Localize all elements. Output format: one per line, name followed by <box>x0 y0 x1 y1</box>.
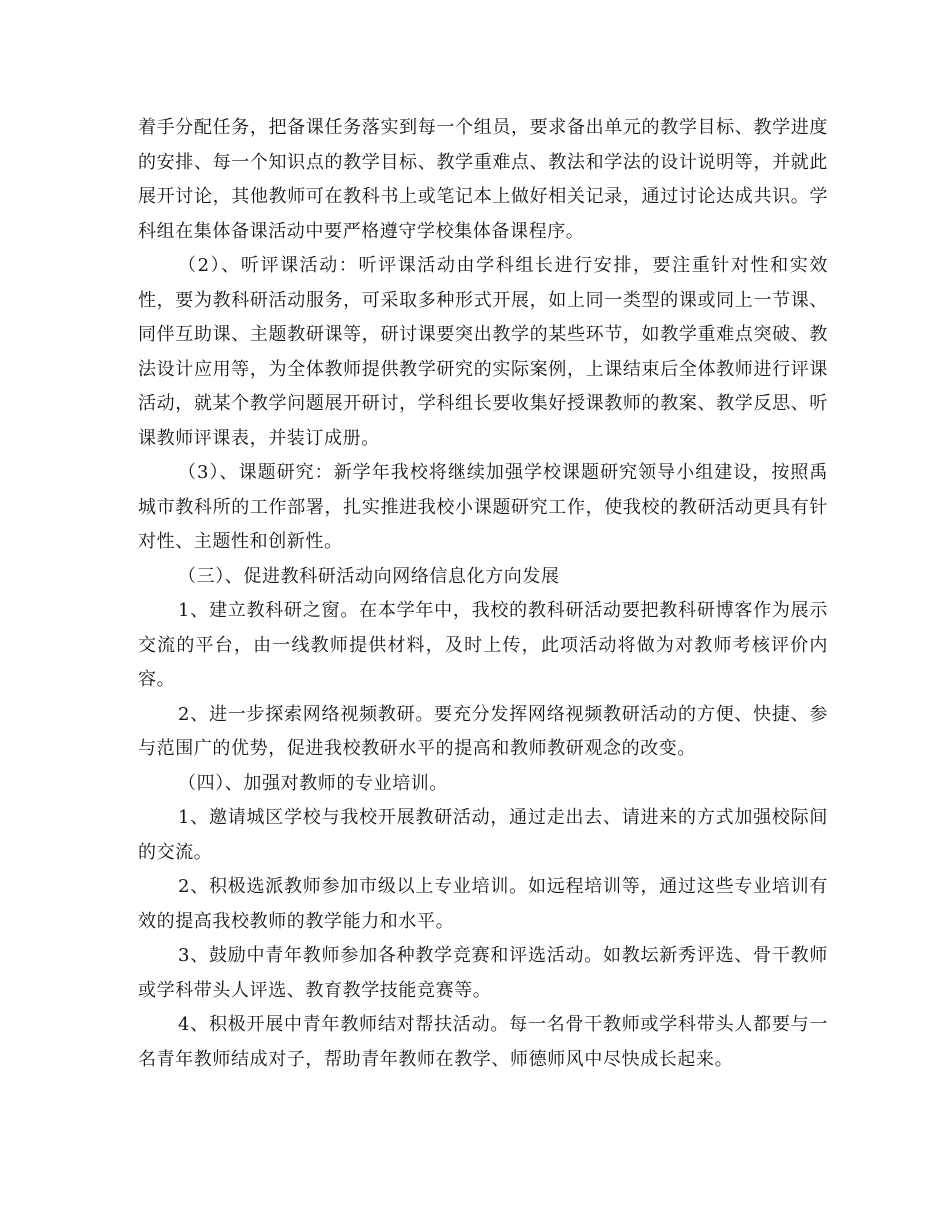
paragraph-select-teachers: 2、积极选派教师参加市级以上专业培训。如远程培训等，通过这些专业培训有效的提高我校教师的教学能力和水平。 <box>138 876 828 932</box>
paragraph-mentoring: 4、积极开展中青年教师结对帮扶活动。每一名骨干教师或学科带头人都要与一名青年教师结成对子，帮助青年教师在教学、师德师风中尽快成长起来。 <box>138 1014 828 1070</box>
paragraph-research-window: 1、建立教科研之窗。在本学年中，我校的教科研活动要把教科研博客作为展示交流的平台，由一线教师提供材料，及时上传，此项活动将做为对教师考核评价内容。 <box>138 600 828 690</box>
paragraph-invite-schools: 1、邀请城区学校与我校开展教研活动，通过走出去、请进来的方式加强校际间的交流。 <box>138 807 828 863</box>
paragraph-encourage-competitions: 3、鼓励中青年教师参加各种教学竞赛和评选活动。如教坛新秀评选、骨干教师或学科带头人评选、教育教学技能竞赛等。 <box>138 945 828 1001</box>
section-heading-training: （四）、加强对教师的专业培训。 <box>178 772 448 794</box>
paragraph-topic-research: （3）、课题研究：新学年我校将继续加强学校课题研究领导小组建设，按照禹城市教科所的工作部署，扎实推进我校小课题研究工作，使我校的教研活动更具有针对性、主题性和创新性。 <box>138 462 828 552</box>
document-body <box>138 111 828 1077</box>
paragraph-video-research: 2、进一步探索网络视频教研。要充分发挥网络视频教研活动的方便、快捷、参与范围广的优势，促进我校教研水平的提高和教师教研观念的改变。 <box>138 703 828 759</box>
paragraph-lesson-observation: （2）、听评课活动：听评课活动由学科组长进行安排，要注重针对性和实效性，要为教科研活动服务，可采取多种形式开展，如上同一类型的课或同上一节课、同伴互助课、主题教研课等，研讨课要突出教学的某些环节，如教学重难点突破、教法设计应用等，为全体教师提供教学研究的实际案例，上课结束后全体教师进行评课活动，就某个教学问题展开研讨，学科组长要收集好授课教师的教案、教学反思、听课教师评课表，并装订成册。 <box>138 255 828 449</box>
section-heading-network: （三）、促进教科研活动向网络信息化方向发展 <box>178 565 560 587</box>
paragraph-collective-lesson-prep: 着手分配任务，把备课任务落实到每一个组员，要求备出单元的教学目标、教学进度的安排、每一个知识点的教学目标、教学重难点、教法和学法的设计说明等，并就此展开讨论，其他教师可在教科书上或笔记本上做好相关记录，通过讨论达成共识。学科组在集体备课活动中要严格遵守学校集体备课程序。 <box>138 117 828 242</box>
